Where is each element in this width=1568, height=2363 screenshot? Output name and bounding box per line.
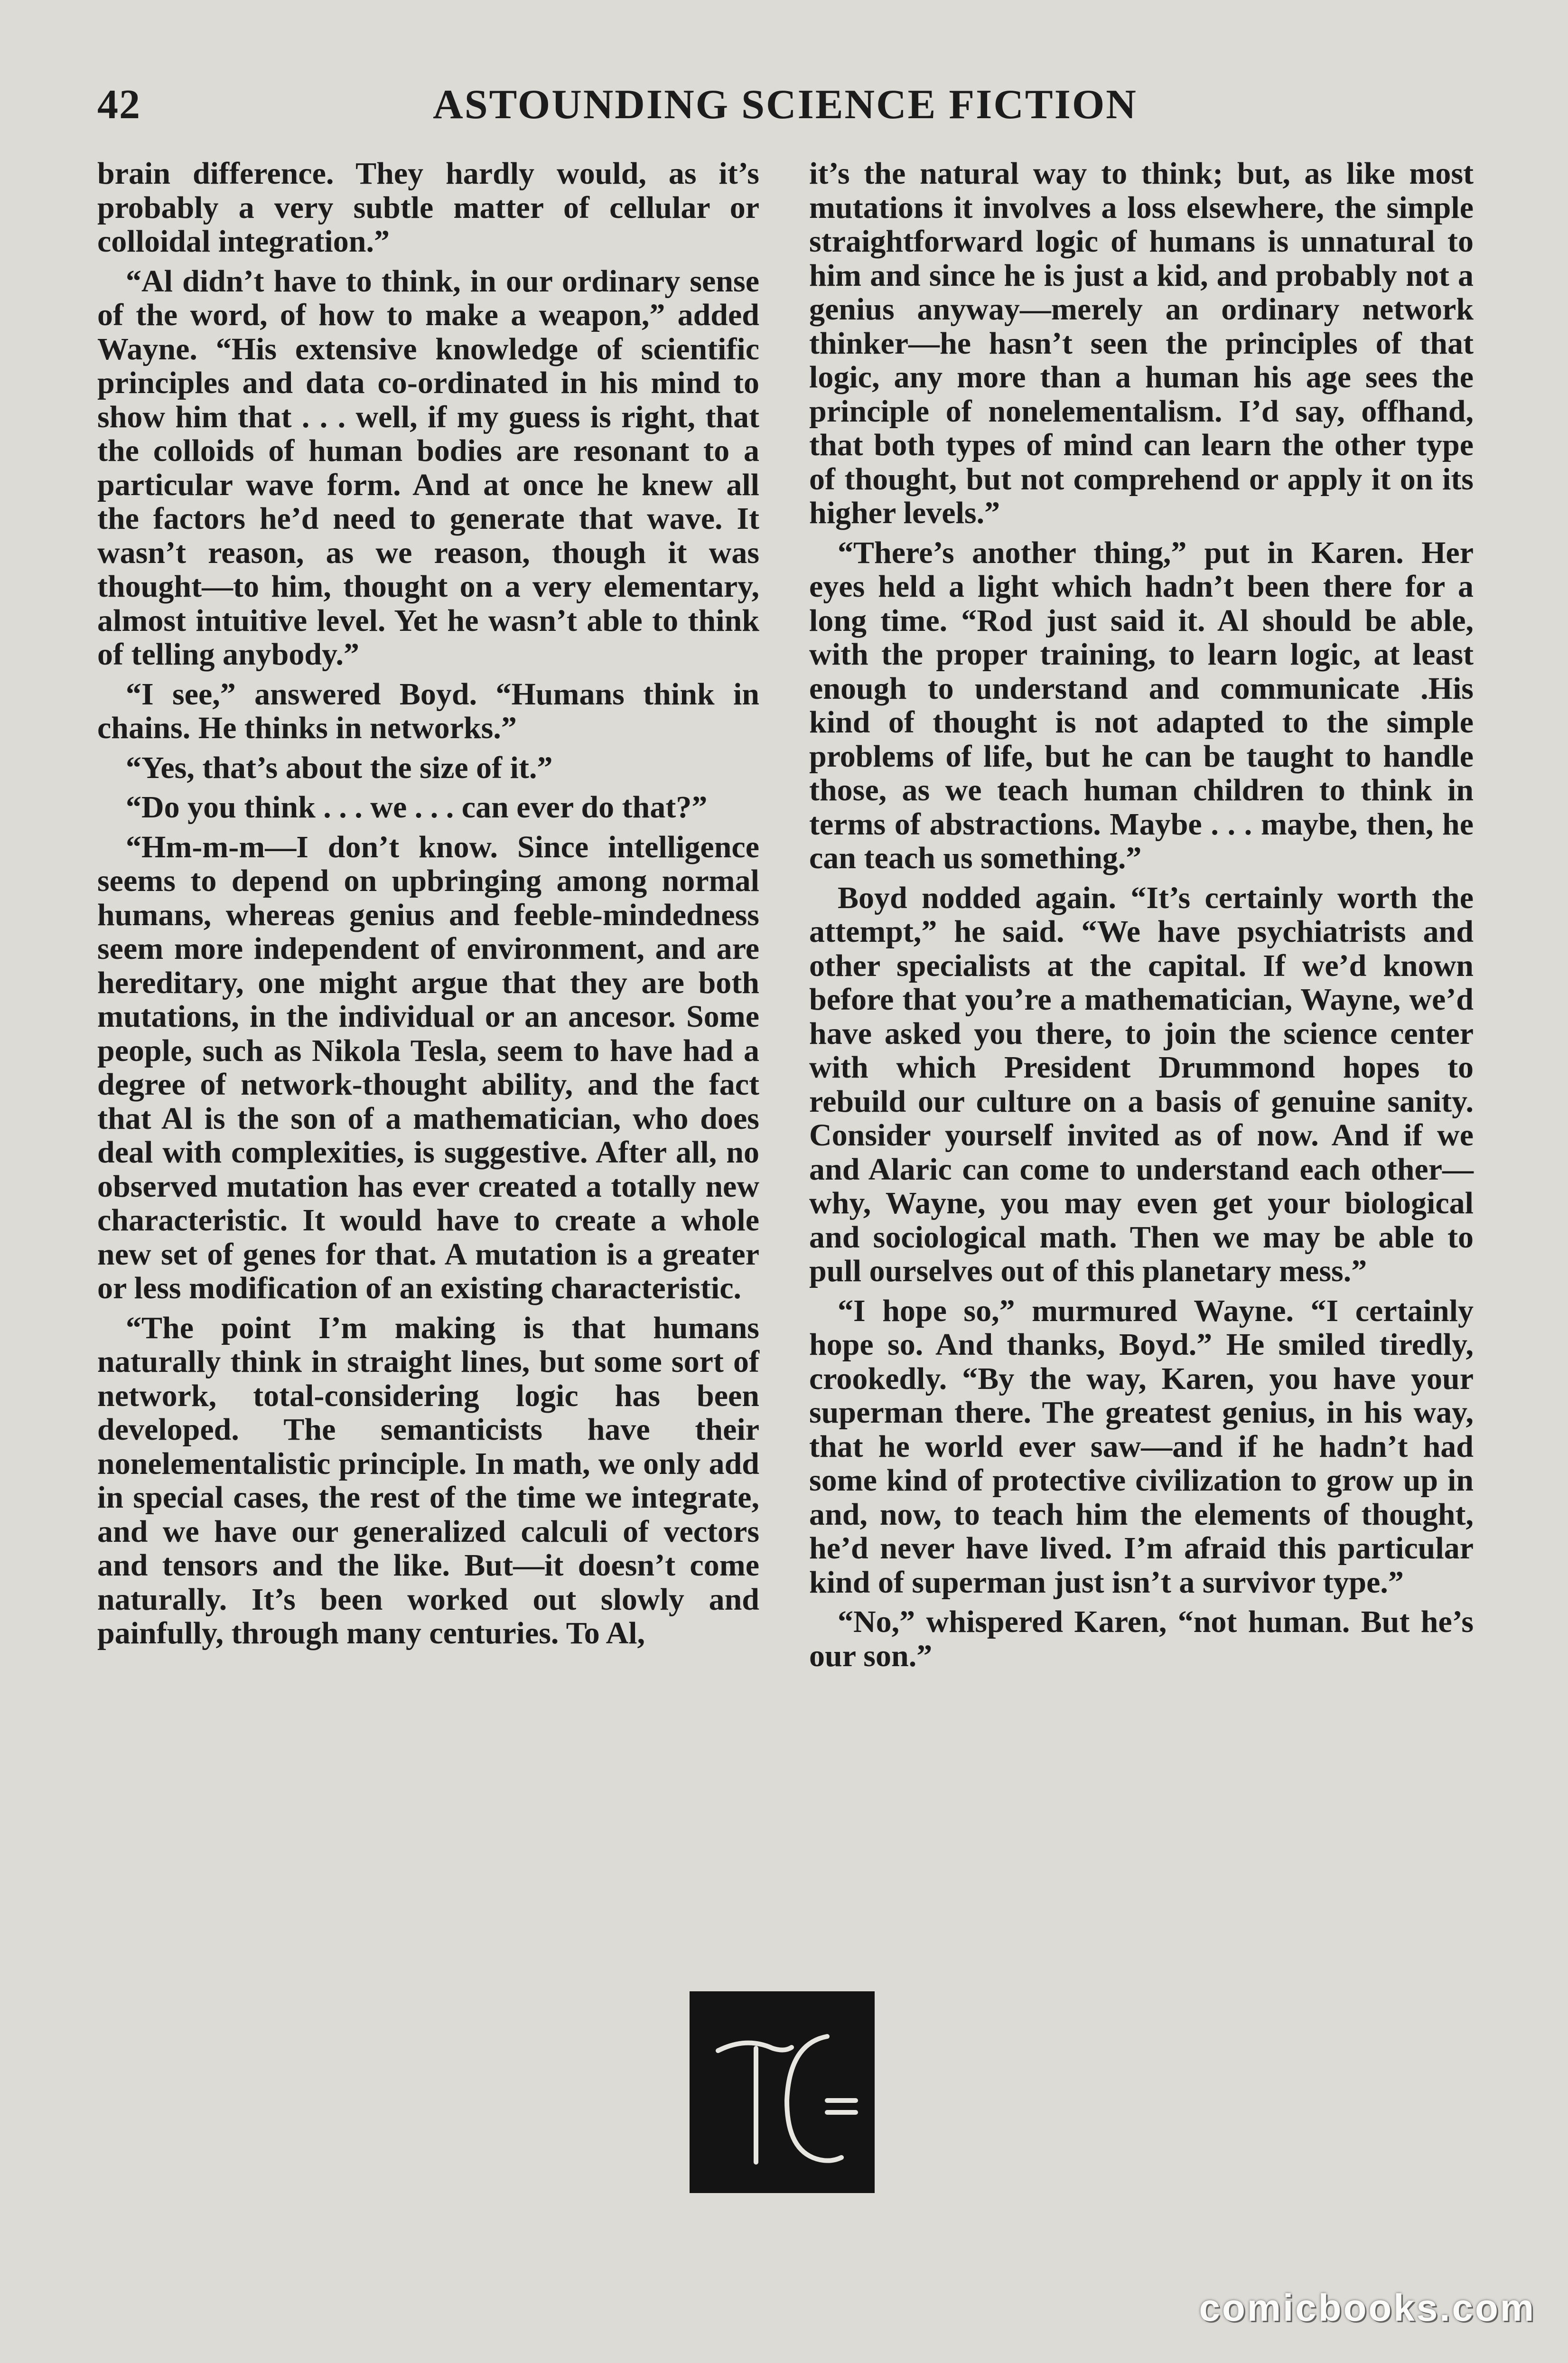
paragraph: it’s the natural way to think; but, as like most mutations it involves a loss elsewhere, the simple straightforward logic of humans is unnatural to him and since he is just a kid, and probably not a genius anyway—merely an ordinary network thinker—he hasn’t seen the principles of that logic, any more than a human his age sees the principle of nonelementalism. I’d say, offhand, that both types of mind can learn the other type of thought, but not comprehend or apply it on its higher levels.” <box>809 156 1474 530</box>
paragraph: “Hm-m-m—I don’t know. Since intelligence seems to depend on upbringing among normal humans, whereas genius and feeble-mindedness seem more independent of environment, and are hereditary, one might argue that they are both mutations, in the individual or an ancesor. Some people, such as Nikola Tesla, seem to have had a degree of network-thought ability, and the fact that Al is the son of a mathematician, who does deal with complexities, is suggestive. After all, no observed mutation has ever created a totally new characteristic. It would have to create a whole new set of genes for that. A mutation is a greater or less modification of an existing characteristic. <box>97 829 759 1305</box>
page-header <box>97 81 1473 138</box>
paragraph: “There’s another thing,” put in Karen. Her eyes held a light which hadn’t been there for a long time. “Rod just said it. Al should be able, with the proper training, to learn logic, at least enough to understand and communicate .His kind of thought is not adapted to the simple problems of life, but he can be taught to handle those, as we teach human children to think in terms of abstractions. Maybe . . . maybe, then, he can teach us something.” <box>809 535 1474 875</box>
watermark: comicbooks.com <box>1199 2287 1536 2329</box>
end-of-story-ornament-icon <box>690 1991 875 2193</box>
paragraph: Boyd nodded again. “It’s certainly worth the attempt,” he said. “We have psychiatrists and other specialists at the capital. If we’d known before that you’re a mathematician, Wayne, we’d have asked you there, to join the science center with which President Drummond hopes to rebuild our culture on a basis of genuine sanity. Consider yourself invited as of now. And if we and Alaric can come to understand each other—why, Wayne, you may even get your biological and sociological math. Then we may be able to pull ourselves out of this planetary mess.” <box>809 880 1474 1288</box>
right-column <box>809 157 1474 1678</box>
running-title: ASTOUNDING SCIENCE FICTION <box>433 82 1138 128</box>
paragraph: “I hope so,” murmured Wayne. “I certainly hope so. And thanks, Boyd.” He smiled tiredly, crookedly. “By the way, Karen, you have your superman there. The greatest genius, in his way, that he world ever saw—and if he hadn’t had some kind of protective civilization to grow up in and, now, to teach him the elements of thought, he’d never have lived. I’m afraid this particular kind of superman just isn’t a survivor type.” <box>809 1293 1474 1600</box>
paragraph: brain difference. They hardly would, as it’s probably a very subtle matter of cellular or colloidal integration.” <box>97 156 759 259</box>
paragraph: “Do you think . . . we . . . can ever do that?” <box>126 790 708 825</box>
paragraph: “The point I’m making is that humans naturally think in straight lines, but some sort of network, total-considering logic has been developed. The semanticists have their nonelementalistic principle. In math, we only add in special cases, the rest of the time we integrate, and we have our generalized calculi of vectors and tensors and the like. But—it doesn’t come naturally. It’s been worked out slowly and painfully, through many centuries. To Al, <box>97 1310 759 1650</box>
paragraph: “I see,” answered Boyd. “Humans think in chains. He thinks in networks.” <box>97 676 759 745</box>
ornament-graphic <box>690 1991 875 2193</box>
page-number: 42 <box>97 82 141 128</box>
left-column <box>97 157 759 1656</box>
paragraph: “Al didn’t have to think, in our ordinary sense of the word, of how to make a weapon,” added Wayne. “His extensive knowledge of scientific principles and data co-ordinated in his mind to show him that . . . well, if my guess is right, that the colloids of human bodies are resonant to a particular wave form. And at once he knew all the factors he’d need to generate that wave. It wasn’t reason, as we reason, though it was thought—to him, thought on a very elementary, almost intuitive level. Yet he wasn’t able to think of telling anybody.” <box>97 263 759 672</box>
paragraph: “No,” whispered Karen, “not human. But he’s our son.” <box>809 1604 1474 1673</box>
paragraph: “Yes, that’s about the size of it.” <box>126 750 553 785</box>
